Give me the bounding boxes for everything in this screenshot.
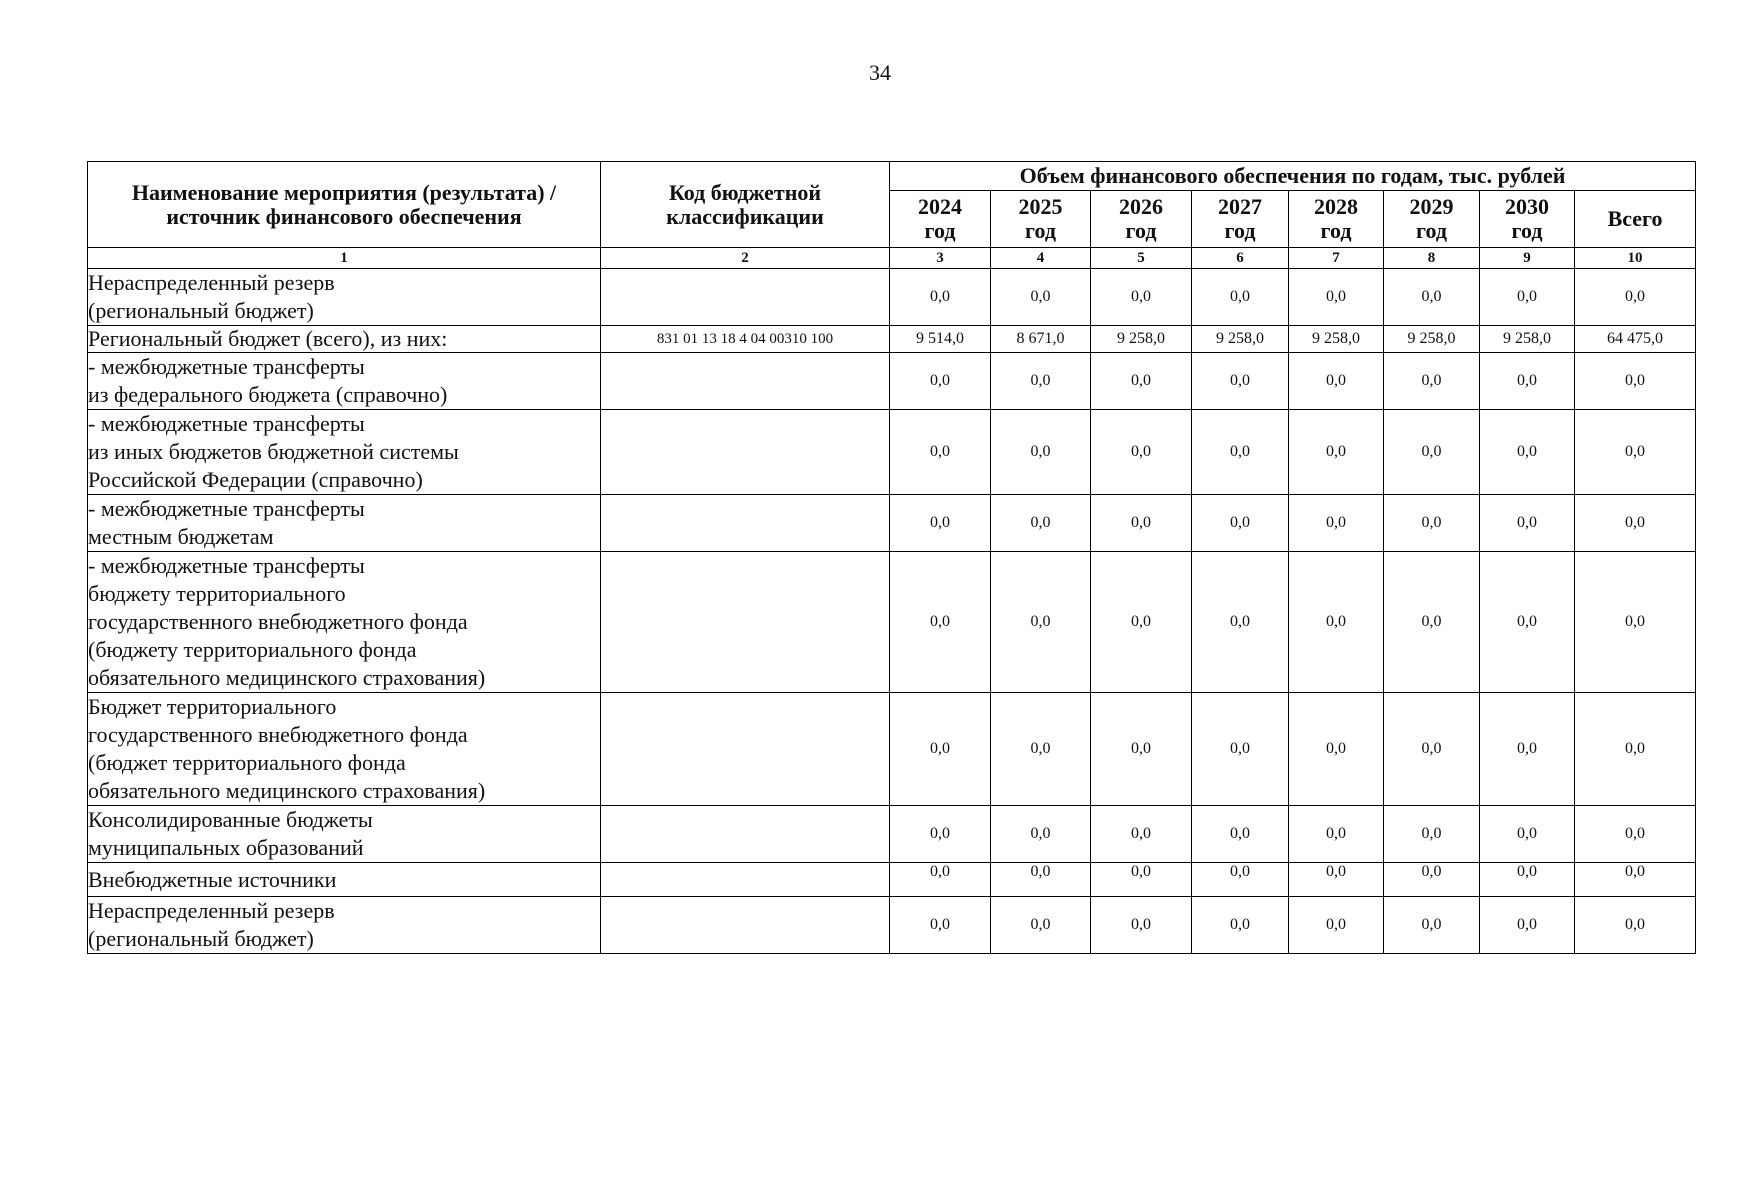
column-number: 3 xyxy=(890,248,991,269)
table-header xyxy=(88,162,1696,269)
row-value-2027: 9 258,0 xyxy=(1192,326,1289,353)
row-total-value: 0,0 xyxy=(1575,693,1696,806)
row-value-2030: 0,0 xyxy=(1480,269,1575,326)
row-value-2029: 0,0 xyxy=(1384,353,1480,410)
row-name: - межбюджетные трансферты местным бюджетам xyxy=(88,495,601,552)
header-year-2026 xyxy=(1091,191,1192,248)
row-value-2029: 0,0 xyxy=(1384,863,1480,897)
header-year-value: 2025 xyxy=(1018,194,1063,219)
row-value-2028: 0,0 xyxy=(1289,806,1384,863)
row-value-2025: 0,0 xyxy=(991,806,1091,863)
row-value-2028: 0,0 xyxy=(1289,410,1384,495)
row-total-value: 0,0 xyxy=(1575,897,1696,954)
row-name: Бюджет территориального государственного внебюджетного фонда (бюджет территориального фонда обязательного медицинского страхования) xyxy=(88,693,601,806)
header-total: Всего xyxy=(1575,191,1696,248)
column-number: 8 xyxy=(1384,248,1480,269)
row-value-2028: 0,0 xyxy=(1289,269,1384,326)
row-value-2030: 0,0 xyxy=(1480,897,1575,954)
header-year-unit: год xyxy=(1320,218,1352,243)
row-total-value: 0,0 xyxy=(1575,353,1696,410)
row-name: - межбюджетные трансферты бюджету территориального государственного внебюджетного фонда (бюджету территориального фонда обязательного медицинского страхования) xyxy=(88,552,601,693)
header-year-value: 2028 xyxy=(1314,194,1358,219)
row-value-2028: 9 258,0 xyxy=(1289,326,1384,353)
column-number: 2 xyxy=(601,248,890,269)
table-row xyxy=(88,552,1696,693)
row-value-2027: 0,0 xyxy=(1192,495,1289,552)
row-value-2025: 0,0 xyxy=(991,495,1091,552)
row-name: Консолидированные бюджеты муниципальных образований xyxy=(88,806,601,863)
row-value-2030: 0,0 xyxy=(1480,806,1575,863)
row-value-2024: 0,0 xyxy=(890,410,991,495)
header-year-unit: год xyxy=(1025,218,1056,243)
row-name: Внебюджетные источники xyxy=(88,863,601,897)
row-value-2026: 9 258,0 xyxy=(1091,326,1192,353)
row-value-2029: 0,0 xyxy=(1384,410,1480,495)
row-value-2027: 0,0 xyxy=(1192,897,1289,954)
row-value-2026: 0,0 xyxy=(1091,410,1192,495)
column-number: 4 xyxy=(991,248,1091,269)
row-value-2027: 0,0 xyxy=(1192,693,1289,806)
row-code xyxy=(601,552,890,693)
row-value-2024: 0,0 xyxy=(890,552,991,693)
header-year-value: 2026 xyxy=(1119,194,1163,219)
row-total-value: 0,0 xyxy=(1575,806,1696,863)
header-year-2024 xyxy=(890,191,991,248)
row-code xyxy=(601,863,890,897)
header-year-value: 2030 xyxy=(1505,194,1549,219)
row-value-2030: 0,0 xyxy=(1480,353,1575,410)
row-total-value: 0,0 xyxy=(1575,552,1696,693)
table-row xyxy=(88,410,1696,495)
row-value-2027: 0,0 xyxy=(1192,410,1289,495)
row-value-2029: 0,0 xyxy=(1384,552,1480,693)
row-name: - межбюджетные трансферты из федерального бюджета (справочно) xyxy=(88,353,601,410)
table-row xyxy=(88,897,1696,954)
row-total-value: 0,0 xyxy=(1575,269,1696,326)
row-value-2026: 0,0 xyxy=(1091,495,1192,552)
row-value-2029: 0,0 xyxy=(1384,693,1480,806)
column-number: 1 xyxy=(88,248,601,269)
row-value-2024: 0,0 xyxy=(890,897,991,954)
row-code xyxy=(601,693,890,806)
row-value-2030: 0,0 xyxy=(1480,552,1575,693)
table-row xyxy=(88,863,1696,897)
row-code xyxy=(601,806,890,863)
row-value-2024: 0,0 xyxy=(890,495,991,552)
table-row xyxy=(88,353,1696,410)
row-value-2029: 9 258,0 xyxy=(1384,326,1480,353)
row-value-2028: 0,0 xyxy=(1289,693,1384,806)
row-value-2028: 0,0 xyxy=(1289,353,1384,410)
table-body xyxy=(88,269,1696,954)
row-value-2025: 0,0 xyxy=(991,552,1091,693)
row-code xyxy=(601,269,890,326)
row-name: Региональный бюджет (всего), из них: xyxy=(88,326,601,353)
row-value-2024: 0,0 xyxy=(890,863,991,897)
column-number: 10 xyxy=(1575,248,1696,269)
financing-table xyxy=(87,161,1696,954)
row-code xyxy=(601,353,890,410)
column-number: 6 xyxy=(1192,248,1289,269)
row-name: - межбюджетные трансферты из иных бюджетов бюджетной системы Российской Федерации (справочно) xyxy=(88,410,601,495)
row-value-2025: 0,0 xyxy=(991,269,1091,326)
header-year-value: 2027 xyxy=(1218,194,1262,219)
row-value-2025: 0,0 xyxy=(991,353,1091,410)
row-value-2024: 0,0 xyxy=(890,806,991,863)
row-value-2027: 0,0 xyxy=(1192,863,1289,897)
row-value-2028: 0,0 xyxy=(1289,897,1384,954)
row-value-2027: 0,0 xyxy=(1192,806,1289,863)
row-code xyxy=(601,495,890,552)
row-value-2029: 0,0 xyxy=(1384,495,1480,552)
row-value-2029: 0,0 xyxy=(1384,806,1480,863)
row-total-value: 0,0 xyxy=(1575,410,1696,495)
row-total-value: 64 475,0 xyxy=(1575,326,1696,353)
header-year-value: 2029 xyxy=(1409,194,1454,219)
row-value-2028: 0,0 xyxy=(1289,495,1384,552)
row-name: Нераспределенный резерв (региональный бюджет) xyxy=(88,269,601,326)
row-code xyxy=(601,410,890,495)
row-value-2030: 9 258,0 xyxy=(1480,326,1575,353)
table-row xyxy=(88,326,1696,353)
table-row xyxy=(88,693,1696,806)
header-year-value: 2024 xyxy=(918,194,962,219)
row-value-2026: 0,0 xyxy=(1091,693,1192,806)
row-value-2025: 0,0 xyxy=(991,863,1091,897)
row-code xyxy=(601,897,890,954)
header-year-2025 xyxy=(991,191,1091,248)
column-number: 9 xyxy=(1480,248,1575,269)
row-value-2025: 0,0 xyxy=(991,410,1091,495)
row-value-2025: 8 671,0 xyxy=(991,326,1091,353)
row-value-2024: 0,0 xyxy=(890,353,991,410)
row-value-2028: 0,0 xyxy=(1289,552,1384,693)
row-name: Нераспределенный резерв (региональный бюджет) xyxy=(88,897,601,954)
header-year-unit: год xyxy=(1224,218,1256,243)
row-value-2025: 0,0 xyxy=(991,693,1091,806)
header-year-2030 xyxy=(1480,191,1575,248)
header-year-2029 xyxy=(1384,191,1480,248)
row-value-2029: 0,0 xyxy=(1384,897,1480,954)
table-row xyxy=(88,806,1696,863)
row-total-value: 0,0 xyxy=(1575,495,1696,552)
row-value-2030: 0,0 xyxy=(1480,495,1575,552)
row-value-2027: 0,0 xyxy=(1192,353,1289,410)
header-year-unit: год xyxy=(1511,218,1543,243)
row-value-2026: 0,0 xyxy=(1091,897,1192,954)
row-value-2024: 9 514,0 xyxy=(890,326,991,353)
row-value-2026: 0,0 xyxy=(1091,806,1192,863)
column-number: 7 xyxy=(1289,248,1384,269)
row-value-2026: 0,0 xyxy=(1091,863,1192,897)
page-number: 34 xyxy=(869,60,891,85)
row-value-2024: 0,0 xyxy=(890,693,991,806)
table-row xyxy=(88,269,1696,326)
column-number: 5 xyxy=(1091,248,1192,269)
row-total-value: 0,0 xyxy=(1575,863,1696,897)
row-value-2028: 0,0 xyxy=(1289,863,1384,897)
row-value-2030: 0,0 xyxy=(1480,693,1575,806)
row-value-2024: 0,0 xyxy=(890,269,991,326)
row-value-2029: 0,0 xyxy=(1384,269,1480,326)
row-value-2027: 0,0 xyxy=(1192,269,1289,326)
row-value-2025: 0,0 xyxy=(991,897,1091,954)
header-year-2028 xyxy=(1289,191,1384,248)
header-year-unit: год xyxy=(1125,218,1157,243)
table-row xyxy=(88,495,1696,552)
row-code: 831 01 13 18 4 04 00310 100 xyxy=(601,326,890,353)
row-value-2027: 0,0 xyxy=(1192,552,1289,693)
header-name: Наименование мероприятия (результата) / источник финансового обеспечения xyxy=(88,162,601,248)
row-value-2026: 0,0 xyxy=(1091,552,1192,693)
header-financing-group: Объем финансового обеспечения по годам, тыс. рублей xyxy=(890,162,1696,191)
row-value-2026: 0,0 xyxy=(1091,353,1192,410)
header-year-2027 xyxy=(1192,191,1289,248)
header-year-unit: год xyxy=(1416,218,1447,243)
row-value-2026: 0,0 xyxy=(1091,269,1192,326)
row-value-2030: 0,0 xyxy=(1480,410,1575,495)
header-code: Код бюджетной классификации xyxy=(601,162,890,248)
header-year-unit: год xyxy=(924,218,956,243)
row-value-2030: 0,0 xyxy=(1480,863,1575,897)
